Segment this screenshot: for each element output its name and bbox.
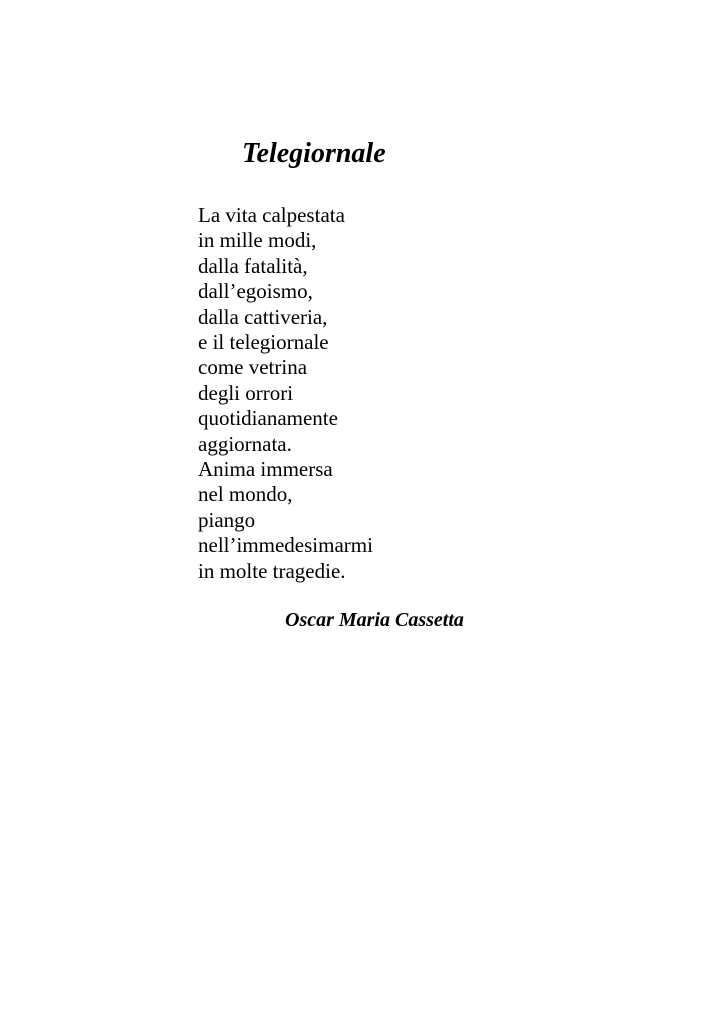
poem-line: degli orrori	[198, 380, 294, 405]
poem-line: dalla cattiveria,	[198, 304, 328, 329]
poem-body	[198, 203, 373, 584]
poem-line: Anima immersa	[198, 457, 333, 482]
poem-line: dall’egoismo,	[198, 279, 313, 304]
poem-author: Oscar Maria Cassetta	[285, 609, 464, 631]
poem-line: quotidianamente	[198, 406, 338, 431]
poem-line: come vetrina	[198, 355, 308, 380]
poem-line: in mille modi,	[198, 228, 317, 253]
poem-line: aggiornata.	[198, 431, 292, 456]
poem-line: nell’immedesimarmi	[198, 533, 373, 558]
poem-line: in molte tragedie.	[198, 558, 346, 583]
poem-line: La vita calpestata	[198, 203, 345, 227]
poem-line: piango	[198, 507, 256, 532]
poem-line: e il telegiornale	[198, 330, 329, 355]
poem-title: Telegiornale	[242, 138, 386, 169]
poem-line: nel mondo,	[198, 482, 293, 507]
poem-line: dalla fatalità,	[198, 253, 308, 278]
